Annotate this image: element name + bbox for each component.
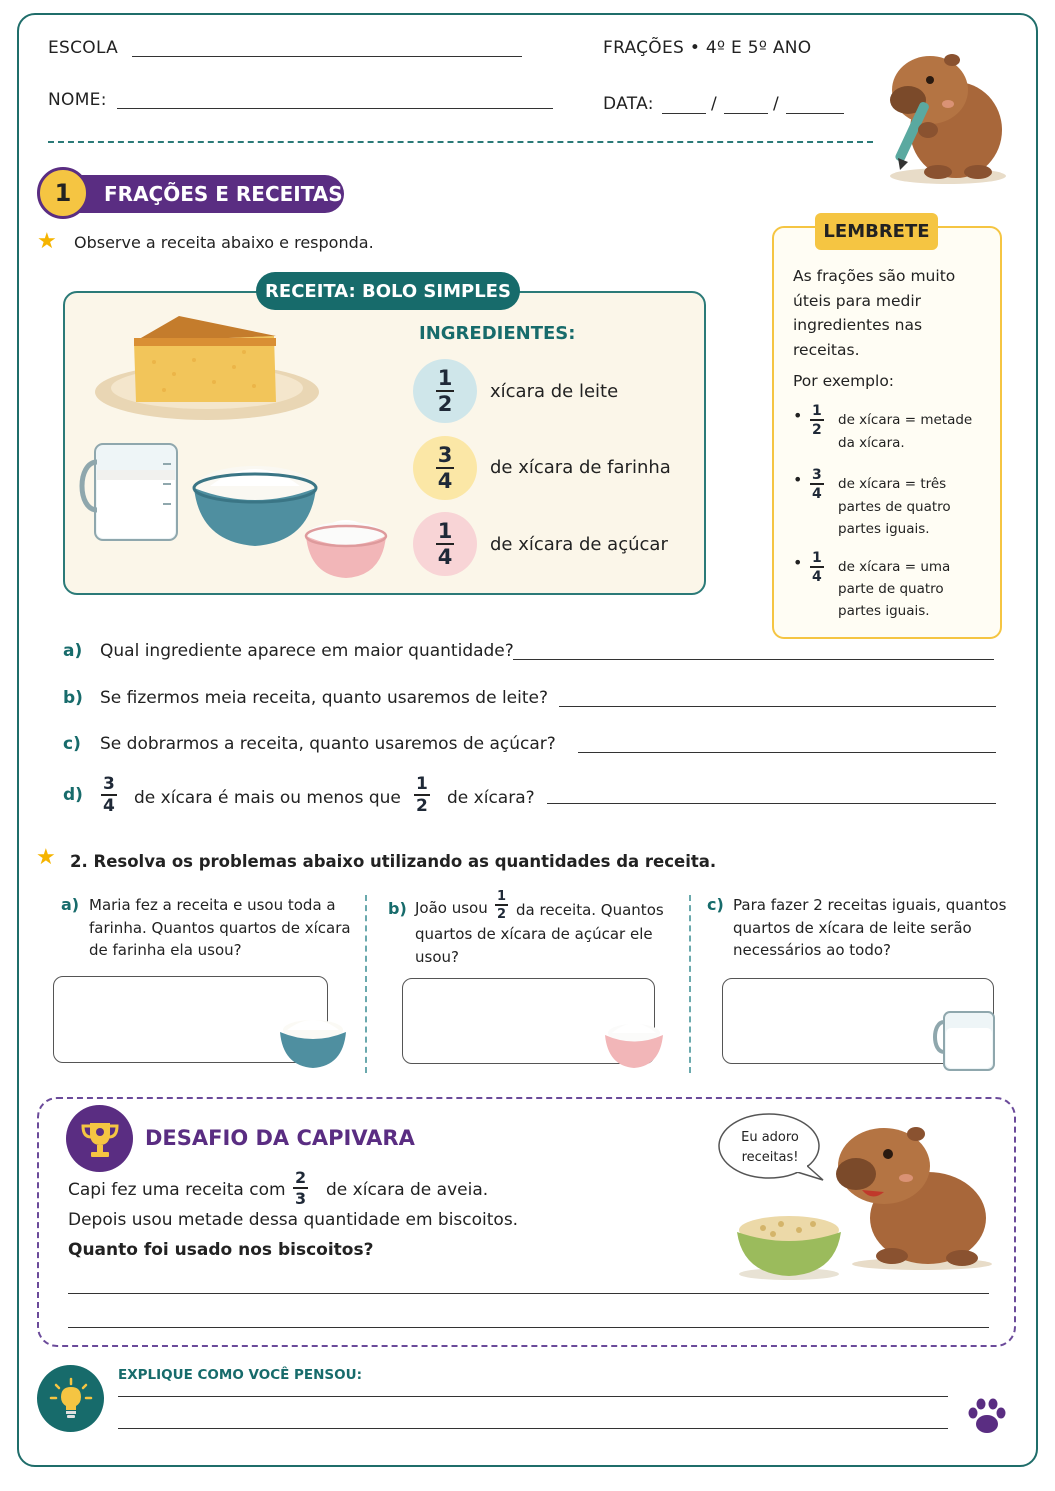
date-day-field[interactable] <box>662 113 706 114</box>
sugar-bowl-illustration <box>302 508 390 584</box>
question-fraction: $\frac{3}{4}$ <box>103 774 115 816</box>
challenge-text: Depois usou metade dessa quantidade em biscoitos. <box>68 1210 519 1230</box>
answer-line[interactable] <box>513 659 994 660</box>
reminder-fraction: $\frac{1}{2}$ <box>812 403 822 438</box>
star-icon: ★ <box>37 229 57 254</box>
challenge-title: DESAFIO DA CAPIVARA <box>145 1126 415 1150</box>
section1-instruction: Observe a receita abaixo e responda. <box>74 233 374 252</box>
sugar-bowl-icon <box>602 1016 666 1072</box>
problem-fraction: $\frac{1}{2}$ <box>497 889 507 922</box>
problem-letter: a) <box>61 895 80 914</box>
ingredient-fraction-badge: $\frac{1}{4}$ <box>413 512 477 576</box>
question-letter: a) <box>63 641 83 661</box>
question-text: Qual ingrediente aparece em maior quantidade? <box>100 641 514 661</box>
speech-text: Eu adoro receitas! <box>741 1130 799 1165</box>
school-label: ESCOLA <box>48 38 119 58</box>
challenge-answer-line[interactable] <box>68 1327 989 1328</box>
school-field[interactable] <box>132 56 522 57</box>
question-fraction: $\frac{1}{2}$ <box>416 774 428 816</box>
capybara-pencil-illustration <box>878 30 1018 190</box>
bullet: • <box>793 470 803 489</box>
reminder-title: LEMBRETE <box>815 213 938 250</box>
date-month-field[interactable] <box>724 113 768 114</box>
question-text: Se dobrarmos a receita, quanto usaremos de açúcar? <box>100 734 556 754</box>
section1-title: FRAÇÕES E RECEITAS <box>104 182 343 206</box>
capybara-illustration <box>832 1118 1002 1270</box>
challenge-answer-line[interactable] <box>68 1293 989 1294</box>
bullet: • <box>793 406 803 425</box>
flour-bowl-illustration <box>190 452 320 552</box>
challenge-fraction: $\frac{2}{3}$ <box>295 1168 307 1208</box>
explain-line[interactable] <box>118 1396 948 1397</box>
answer-line[interactable] <box>578 752 996 753</box>
name-field[interactable] <box>117 108 553 109</box>
problem-text: Maria fez a receita e usou toda a farinha. Quantos quartos de xícara de farinha ela usou? <box>89 896 351 959</box>
ingredient-label: xícara de leite <box>490 381 619 402</box>
section1-number: 1 <box>37 167 89 219</box>
problem-text: da receita. Quantos quartos de xícara de açúcar ele usou? <box>415 901 664 966</box>
column-divider <box>365 895 367 1073</box>
ingredient-label: de xícara de açúcar <box>490 534 668 555</box>
challenge-question: Quanto foi usado nos biscoitos? <box>68 1240 374 1260</box>
date-label: DATA: <box>603 94 654 114</box>
question-text: de xícara? <box>447 788 535 808</box>
section2-title: 2. Resolva os problemas abaixo utilizando as quantidades da receita. <box>70 852 717 871</box>
reminder-example-text: de xícara = uma parte de quatro partes iguais. <box>838 559 951 619</box>
ingredient-fraction-badge: $\frac{1}{2}$ <box>413 359 477 423</box>
ingredients-heading: INGREDIENTES: <box>419 323 576 344</box>
reminder-fraction: $\frac{1}{4}$ <box>812 550 822 585</box>
reminder-example-text: de xícara = metade da xícara. <box>838 412 973 451</box>
question-text: Se fizermos meia receita, quanto usaremos de leite? <box>100 688 548 708</box>
problem-letter: c) <box>707 895 724 914</box>
oat-bowl-illustration <box>733 1210 845 1280</box>
question-letter: b) <box>63 688 83 708</box>
date-separator: / <box>711 94 718 114</box>
recipe-title: RECEITA: BOLO SIMPLES <box>256 272 520 310</box>
header-divider <box>48 141 873 143</box>
explain-line[interactable] <box>118 1428 948 1429</box>
milk-jug-illustration <box>75 440 187 544</box>
answer-line[interactable] <box>547 803 996 804</box>
date-separator: / <box>773 94 780 114</box>
challenge-text: de xícara de aveia. <box>326 1180 489 1200</box>
explain-label: EXPLIQUE COMO VOCÊ PENSOU: <box>118 1367 362 1383</box>
ingredient-label: de xícara de farinha <box>490 457 671 478</box>
lightbulb-icon <box>37 1365 104 1432</box>
answer-line[interactable] <box>559 706 996 707</box>
reminder-example-text: de xícara = três partes de quatro partes iguais. <box>838 476 951 537</box>
reminder-fraction: $\frac{3}{4}$ <box>812 467 822 502</box>
paw-icon <box>965 1396 1009 1436</box>
ingredient-fraction-badge: $\frac{3}{4}$ <box>413 436 477 500</box>
milk-jug-icon <box>932 1008 1000 1074</box>
question-letter: c) <box>63 734 81 754</box>
problem-text: Para fazer 2 receitas iguais, quantos quartos de xícara de leite serão necessários ao todo? <box>733 896 1007 959</box>
column-divider <box>689 895 691 1073</box>
subject-label: FRAÇÕES • 4º E 5º ANO <box>603 38 812 58</box>
date-year-field[interactable] <box>786 113 844 114</box>
name-label: NOME: <box>48 90 107 110</box>
cake-illustration <box>94 312 324 424</box>
star-icon: ★ <box>36 845 56 870</box>
reminder-intro: As frações são muito úteis para medir ingredientes nas receitas. <box>793 267 956 359</box>
reminder-example-label: Por exemplo: <box>793 372 895 390</box>
question-text: de xícara é mais ou menos que <box>134 788 401 808</box>
bullet: • <box>793 553 803 572</box>
problem-letter: b) <box>388 899 407 918</box>
problem-text: João usou <box>415 899 488 917</box>
question-letter: d) <box>63 785 83 805</box>
trophy-icon <box>66 1105 133 1172</box>
flour-bowl-icon <box>277 1012 349 1070</box>
challenge-text: Capi fez uma receita com <box>68 1180 286 1200</box>
